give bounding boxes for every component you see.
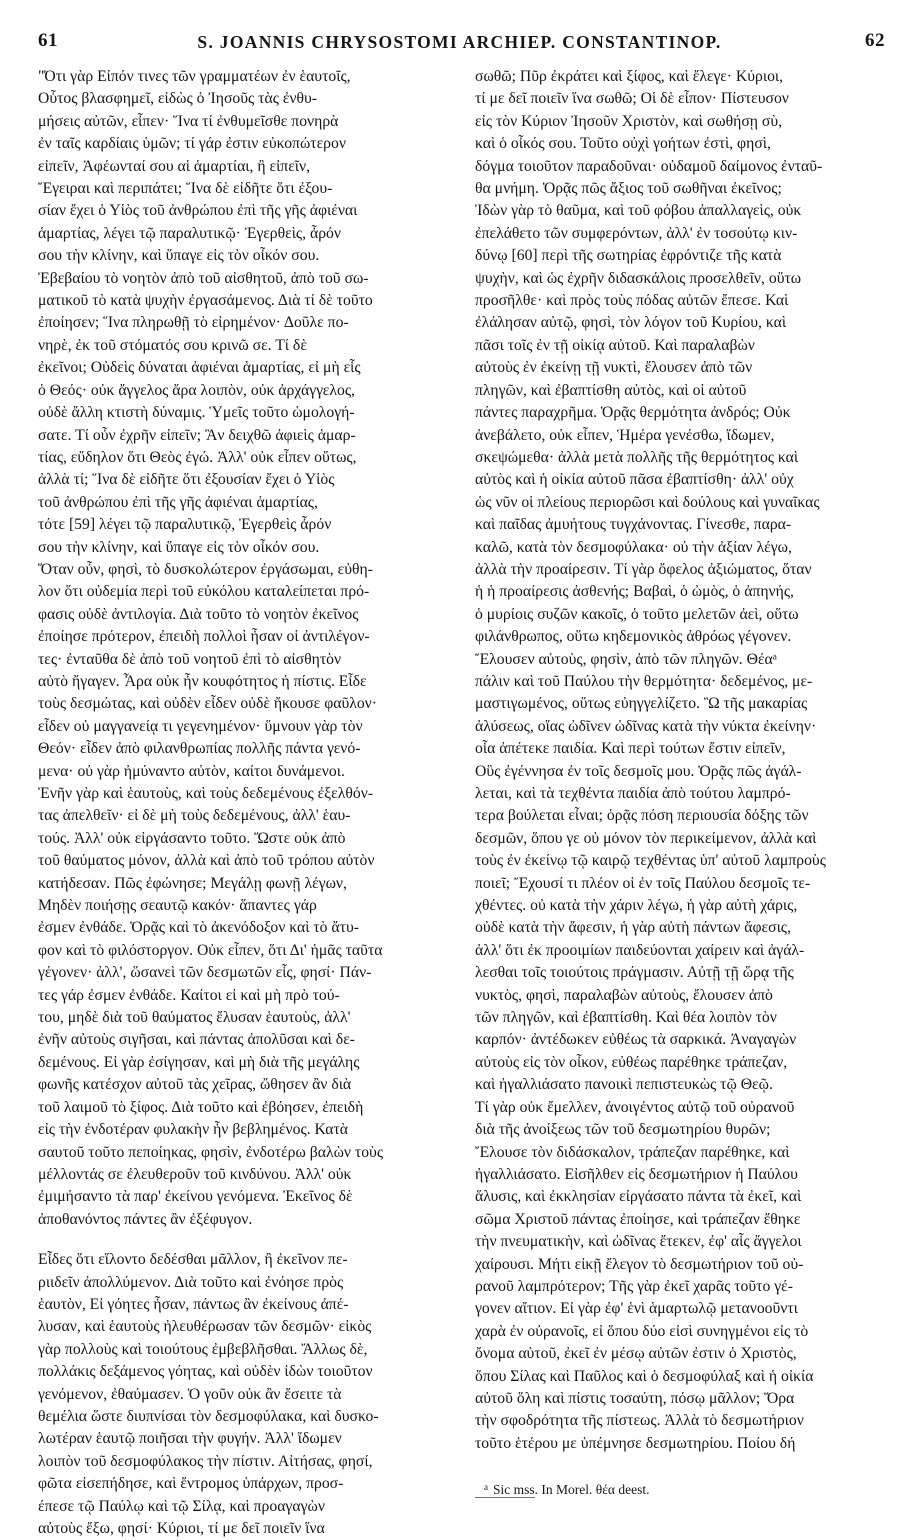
text-line: Ἔγειραι καὶ περιπάτει; Ἵνα δὲ εἰδῆτε ὅτι ἐξου- bbox=[38, 180, 333, 198]
text-line: χθέντες. οὐ κατὰ τὴν χάριν λέγω, ἡ γὰρ αὐτὴ χάρις, bbox=[475, 897, 798, 915]
text-line: καλῶ, κατὰ τὸν δεσμοφύλακα· οὐ τὴν ἀξίαν λέγω, bbox=[475, 538, 792, 556]
text-line: ἀλύσεως, οἵας ὠδῖνεν ὠδῖνας κατὰ τὴν νύκτα ἐκείνην· bbox=[475, 717, 817, 735]
text-line: λωτέραν ἑαυτῷ ποιῆσαι τὴν φυγήν. Ἀλλ' ἴδωμεν bbox=[38, 1430, 342, 1448]
text-line: τούς. Ἀλλ' οὐκ εἰργάσαντο τοῦτο. Ὥστε οὐκ ἀπὸ bbox=[38, 829, 346, 847]
text-line: Ἐνῆν γὰρ καὶ ἑαυτοὺς, καὶ τοὺς δεδεμένους ἐξελθόν- bbox=[38, 785, 374, 802]
text-line: ἅλυσις, καὶ ἐκκλησίαν εἰργάσατο πάντα τὰ ἐκεῖ, καὶ bbox=[475, 1188, 802, 1206]
text-line: τότε [59] λέγει τῷ παραλυτικῷ, Ἐγερθεὶς ἆρόν bbox=[38, 516, 332, 534]
text-line: αὐτὸς καὶ ἡ οἰκία αὐτοῦ πᾶσα ἐβαπτίσθη· ἀλλ' οὐχ bbox=[475, 471, 794, 489]
text-line: ὅπου Σίλας καὶ Παῦλος καὶ ὁ δεσμοφύλαξ καὶ ἡ οἰκία bbox=[475, 1367, 814, 1385]
text-line: ἐποίησε πρότερον, ἐπειδὴ πολλοὶ ἦσαν οἱ ἀντιλέγον- bbox=[38, 628, 370, 646]
text-line: θεμέλια ὥστε διυπνίσαι τὸν δεσμοφύλακα, καὶ δυσκο- bbox=[38, 1407, 379, 1425]
text-line: τὴν σφοδρότητα τῆς πίστεως. Ἀλλὰ τὸ δεσμωτήριον bbox=[475, 1412, 804, 1430]
text-line: ἐποίησεν; Ἵνα πληρωθῇ τὸ εἰρημένον· Δοῦλε πο- bbox=[38, 314, 349, 332]
text-line: Ὅταν οὖν, φησὶ, τὸ δυσκολώτερον ἐργάσωμαι, εὐθη- bbox=[38, 560, 373, 578]
text-line: οὐδὲ ἄλλη κτιστὴ δύναμις. Ὑμεῖς τοῦτο ὡμολογή- bbox=[38, 404, 355, 422]
text-line: ἐνῆν αὐτοὺς σιγῆσαι, καὶ πάντας ἀπολῦσαι καὶ δε- bbox=[38, 1031, 356, 1049]
text-line: ἐμιμήσαντο τὰ παρ' ἐκείνου γενόμενα. Ἐκεῖνος δὲ bbox=[38, 1188, 353, 1206]
right-text-column bbox=[475, 66, 896, 1455]
text-line: ἐν ταῖς καρδίαις ὑμῶν; τί γάρ ἐστιν εὐκοπώτερον bbox=[38, 135, 346, 153]
text-line: νηρὲ, ἐκ τοῦ στόματός σου κρινῶ σε. Τί δὲ bbox=[38, 336, 307, 354]
text-line: καὶ ἠγαλλιάσατο πανοικὶ πεπιστευκὼς τῷ Θεῷ. bbox=[475, 1076, 773, 1094]
text-line: ποιεῖ; Ἔχουσί τι πλέον οἱ ἐν τοῖς Παύλου δεσμοῖς τε- bbox=[475, 874, 811, 892]
footnote-marker: a bbox=[484, 1482, 488, 1492]
text-line: "Ότι γὰρ Εἰπόν τινες τῶν γραμματέων ἐν ἑαυτοῖς, bbox=[38, 68, 351, 85]
footnote-text: Sic mss. In Morel. θέα deest. bbox=[493, 1482, 650, 1497]
text-line: εἶδεν οὐ μαγγανείᾳ τι γεγενημένον· ὕμνουν γὰρ τὸν bbox=[38, 717, 363, 735]
text-line: μέλλοντάς σε ἐλευθεροῦν τοῦ κινδύνου. Ἀλλ' οὐκ bbox=[38, 1165, 352, 1183]
text-line: ὁ μυρίοις συζῶν κακοῖς, ὁ τοῦτο μελετῶν ἀεὶ, οὕτω bbox=[475, 605, 799, 623]
text-line: φῶτα εἰσεπήδησε, καὶ ἔντρομος ὑπάρχων, προσ- bbox=[38, 1475, 344, 1493]
text-line: σίαν ἔχει ὁ Υἱὸς τοῦ ἀνθρώπου ἐπὶ τῆς γῆς ἀφιέναι bbox=[38, 202, 358, 220]
text-line: διὰ τῆς ἀνοίξεως τῶν τοῦ δεσμωτηρίου θυρῶν; bbox=[475, 1121, 771, 1139]
text-line: σαυτοῦ τοῦτο πεποίηκας, φησὶν, ἐνδοτέρω βαλὼν τοὺς bbox=[38, 1143, 384, 1161]
text-line: εἰς τὸν Κύριον Ἰησοῦν Χριστὸν, καὶ σωθήσῃ σὺ, bbox=[475, 112, 783, 130]
text-line: ἐκεῖνοι; Οὐδεὶς δύναται ἀφιέναι ἁμαρτίας, εἰ μὴ εἷς bbox=[38, 359, 361, 377]
text-line: μαστιγωμένος, οὕτως εὐηγγελίζετο. Ὢ τῆς μακαρίας bbox=[475, 695, 808, 713]
text-line: ἀλλὰ τί; Ἵνα δὲ εἰδῆτε ὅτι ἐξουσίαν ἔχει ὁ Υἱὸς bbox=[38, 471, 335, 489]
text-line: αὐτὸ ἤγαγεν. Ἆρα οὐκ ἦν κουφότητος ἡ πίστις. Εἶδε bbox=[38, 672, 367, 690]
text-line: δύνῳ [60] περὶ τῆς σωτηρίας ἐφρόντιζε τῆς κατὰ bbox=[475, 247, 782, 265]
text-line: τερα βούλεται εἶναι; ὁρᾷς πόση περιουσία δόξης τῶν bbox=[475, 807, 809, 825]
text-line: σκεψώμεθα· ἀλλὰ μετὰ πολλῆς τῆς θερμότητος καὶ bbox=[475, 448, 799, 466]
text-line: Ἔλουσε τὸν διδάσκαλον, τράπεζαν παρέθηκε, καὶ bbox=[475, 1143, 790, 1161]
text-line: νυκτὸς, φησὶ, παραλαβὼν αὐτοὺς, ἔλουσεν ἀπὸ bbox=[475, 986, 773, 1004]
text-line: οὐδὲ κατὰ τὴν ἄφεσιν, ἡ γὰρ αὐτὴ πάντων ἄφεσις, bbox=[475, 919, 791, 937]
text-line: γὰρ πολλοὺς καὶ τοιούτους ἐμβεβλῆσθαι. Ἄλλως δὲ, bbox=[38, 1340, 368, 1358]
text-line: τὴν πνευματικὴν, καὶ ὠδῖνας ἔτεκεν, ἐφ' αἷς ἄγγελοι bbox=[475, 1233, 802, 1251]
text-line: φιλάνθρωπος, οὕτω κηδεμονικὸς ἀθρόως γέγονεν. bbox=[475, 628, 792, 646]
text-line: κατήδεσαν. Πῶς ἐφώνησε; Μεγάλῃ φωνῇ λέγων, bbox=[38, 874, 347, 892]
text-line: τοὺς ἐν ἐκείνῳ τῷ καιρῷ τεχθέντας ὑπ' αὐτοῦ λαμπροὺς bbox=[475, 852, 826, 870]
text-line: ἐσμεν ἐνθάδε. Ὁρᾷς καὶ τὸ ἀκενόδοξον καὶ τὸ ἄτυ- bbox=[38, 919, 359, 937]
text-line: καὶ ὁ οἶκός σου. Τοῦτο οὐχὶ γοήτων ἐστὶ, φησὶ, bbox=[475, 135, 771, 153]
text-line: τες· ἐνταῦθα δὲ ἀπὸ τοῦ νοητοῦ ἐπὶ τὸ αἰσθητὸν bbox=[38, 650, 342, 668]
text-line: ἀλλ' ὅτι ἐκ προοιμίων παιδεύονται χαίρειν καὶ ἀγάλ- bbox=[475, 941, 805, 959]
text-line: τες γάρ ἐσμεν ἐνθάδε. Καίτοι εἰ καὶ μὴ πρὸ τού- bbox=[38, 986, 340, 1004]
text-line: εἰς τὴν ἐνδοτέραν φυλακὴν ἦν βεβλημένος. Κατὰ bbox=[38, 1121, 349, 1139]
text-line: μενα· οὐ γὰρ ἠμύναντο αὐτὸν, καίτοι δυνάμενοι. bbox=[38, 762, 345, 780]
text-line: ὁ Θεός· οὐκ ἄγγελος ἄρα λοιπὸν, οὐκ ἀρχάγγελος, bbox=[38, 381, 355, 399]
text-line: τί με δεῖ ποιεῖν ἵνα σωθῶ; Οἱ δὲ εἶπον· Πίστευσον bbox=[475, 90, 789, 108]
page-number-right: 62 bbox=[865, 30, 885, 51]
text-line: Οὗτος βλασφημεῖ, εἰδὼς ὁ Ἰησοῦς τὰς ἐνθυ- bbox=[38, 90, 318, 108]
text-line: πάλιν καὶ τοῦ Παύλου τὴν θερμότητα· δεδεμένος, με- bbox=[475, 672, 813, 690]
text-line: πολλάκις δεξάμενος γόητας, καὶ οὐδὲν ἰδὼν τοιοῦτον bbox=[38, 1363, 373, 1381]
text-line: δεμένους. Εἰ γὰρ ἐσίγησαν, καὶ μὴ διὰ τῆς μεγάλης bbox=[38, 1053, 360, 1071]
text-line: σου τὴν κλίνην, καὶ ὕπαγε εἰς τὸν οἶκόν σου. bbox=[38, 538, 320, 556]
text-line: του, μηδὲ διὰ τοῦ θαύματος ἔλυσαν ἑαυτοὺς, ἀλλ' bbox=[38, 1009, 351, 1027]
text-line: ἠγαλλιάσατο. Εἰσῆλθεν εἰς δεσμωτήριον ἡ Παύλου bbox=[475, 1165, 798, 1183]
text-line: Οὓς ἐγέννησα ἐν τοῖς δεσμοῖς μου. Ὁρᾷς πῶς ἀγάλ- bbox=[475, 762, 802, 780]
text-line: δεσμῶν, ὅπου γε οὐ μόνον τὸν περικείμενον, ἀλλὰ καὶ bbox=[475, 829, 817, 847]
text-line: ἐπελάθετο τῶν συμφερόντων, ἀλλ' ἐν τοσούτῳ κιν- bbox=[475, 224, 798, 242]
text-line: τίας, εὔδηλον ὅτι Θεὸς ἐγώ. Ἀλλ' οὐκ εἶπεν οὕτως, bbox=[38, 448, 357, 466]
text-line: λυσαν, καὶ ἑαυτοὺς ἠλευθέρωσαν τῶν δεσμῶν· εἰκὸς bbox=[38, 1318, 372, 1336]
text-line: γενόμενον, ἐθαύμασεν. Ὁ γοῦν οὐκ ἂν ἔσειτε τὰ bbox=[38, 1385, 342, 1403]
text-line: πάντες παραχρῆμα. Ὁρᾷς θερμότητα ἀνδρός; Οὐκ bbox=[475, 404, 791, 422]
text-line: θα μνήμη. Ὁρᾷς πῶς ἄξιος τοῦ σωθῆναι ἐκεῖνος; bbox=[475, 180, 782, 198]
text-line: Θεόν· εἶδεν ἀπὸ φιλανθρωπίας πολλῆς πάντα γενό- bbox=[38, 740, 361, 758]
text-line: αὐτοὺς ἔξω, φησί· Κύριοι, τί με δεῖ ποιεῖν ἵνα bbox=[38, 1520, 325, 1537]
text-line: τοῦ θαύματος μόνον, ἀλλὰ καὶ ἀπὸ τοῦ τρόπου αὐτὸν bbox=[38, 852, 375, 870]
text-line: Ἰδὼν γὰρ τὸ θαῦμα, καὶ τοῦ φόβου ἀπαλλαγεὶς, οὐκ bbox=[475, 202, 802, 220]
text-line: γονεν αἴτιον. Εἰ γὰρ ἐφ' ἑνὶ ἁμαρτωλῷ μετανοοῦντι bbox=[475, 1300, 798, 1318]
text-line: τῶν πληγῶν, καὶ ἐβαπτίσθη. Καὶ θέα λοιπὸν τὸν bbox=[475, 1009, 777, 1027]
text-line: αὐτοῦ ὅλη καὶ πίστις τοσαύτη, πόσῳ μᾶλλον; Ὅρα bbox=[475, 1389, 795, 1407]
text-line: ρανοῦ λαμπρότερον; Τῆς γὰρ ἐκεῖ χαρᾶς τοῦτο γέ- bbox=[475, 1277, 793, 1295]
text-line: αὐτοὺς εἰς τὸν οἶκον, εὐθέως παρέθηκε τράπεζαν, bbox=[475, 1053, 788, 1071]
text-line: πᾶσι τοῖς ἐν τῇ οἰκίᾳ αὐτοῦ. Καὶ παραλαβὼν bbox=[475, 336, 755, 354]
text-line: σωθῶ; Πῦρ ἐκράτει καὶ ξίφος, καὶ ἔλεγε· Κύριοι, bbox=[475, 68, 784, 85]
text-line: μήσεις αὐτῶν, εἶπεν· Ἵνα τί ἐνθυμεῖσθε πονηρὰ bbox=[38, 112, 339, 130]
text-line: ὡς νῦν οἱ πλείους περιορῶσι καὶ δούλους καὶ γυναῖκας bbox=[475, 493, 820, 511]
text-line: εἰπεῖν, Ἀφέωνταί σου αἱ ἁμαρτίαι, ἢ εἰπεῖν, bbox=[38, 157, 311, 175]
text-line: Ἐβεβαίου τὸ νοητὸν ἀπὸ τοῦ αἰσθητοῦ, ἀπὸ τοῦ σω- bbox=[38, 269, 369, 287]
page-header bbox=[34, 30, 885, 62]
text-line: τοῦ ἀνθρώπου ἐπὶ τῆς γῆς ἀφιέναι ἁμαρτίας, bbox=[38, 493, 318, 511]
text-line: αὐτοὺς ἐν ἐκείνῃ τῇ νυκτὶ, ἔλουσεν ἀπὸ τῶν bbox=[475, 359, 753, 377]
text-line: χαρὰ ἐν οὐρανοῖς, εἰ ὅπου δύο εἰσὶ συνηγμένοι εἰς τὸ bbox=[475, 1322, 809, 1340]
text-line: τοῦτο ἑτέρου με ὑπέμνησε δεσμωτηρίου. Ποίου δή bbox=[475, 1434, 796, 1452]
text-line: Εἶδες ὅτι εἵλοντο δεδέσθαι μᾶλλον, ἢ ἐκεῖνον πε- bbox=[38, 1251, 348, 1269]
text-line: τοὺς δεσμώτας, καὶ οὐδὲν εἶδεν οὐδὲ ἤκουσε φαῦλον· bbox=[38, 695, 377, 713]
text-line: φασις οὐδὲ ἀντιλογία. Διὰ τοῦτο τὸ νοητὸν ἐκεῖνος bbox=[38, 605, 359, 623]
text-line: τας ἀπελθεῖν· εἰ δὲ μὴ τοὺς δεδεμένους, ἀλλ' ἑαυ- bbox=[38, 807, 351, 825]
text-line: ἁμαρτίας, λέγει τῷ παραλυτικῷ· Ἐγερθεὶς, ἆρόν bbox=[38, 224, 341, 242]
text-line: λοιπὸν τοῦ δεσμοφύλακος τὴν πίστιν. Αἰτήσας, φησί, bbox=[38, 1452, 373, 1470]
text-line: φωνῆς κατέσχον αὐτοῦ τὰς χεῖρας, ὤθησεν ἂν διὰ bbox=[38, 1076, 352, 1094]
text-line: σῶμα Χριστοῦ πάντας ἐποίησε, καὶ τράπεζαν ἔθηκε bbox=[475, 1210, 801, 1228]
text-line: πληγῶν, καὶ ἐβαπτίσθη αὐτὸς, καὶ οἱ αὐτοῦ bbox=[475, 381, 747, 399]
text-line: ἀνεβάλετο, οὐκ εἶπεν, Ἡμέρα γενέσθω, ἴδωμεν, bbox=[475, 426, 775, 444]
text-line: καὶ παῖδας ἀμυήτους τυγχάνοντας. Γίνεσθε, παρα- bbox=[475, 516, 792, 534]
text-line: προσῆλθε· καὶ πρὸς τοὺς πόδας αὐτῶν ἔπεσε. Καὶ bbox=[475, 292, 789, 310]
text-line: σου τὴν κλίνην, καὶ ὕπαγε εἰς τὸν οἶκόν σου. bbox=[38, 247, 320, 265]
left-text-column bbox=[38, 66, 459, 1540]
text-line: ψυχὴν, καὶ ὡς ἐχρῆν διδασκάλοις προσελθεῖν, οὕτω bbox=[475, 269, 802, 287]
text-line: Ἔλουσεν αὐτοὺς, φησὶν, ἀπὸ τῶν πληγῶν. Θέαᵃ bbox=[475, 650, 778, 668]
text-line: λεσθαι τοῖς τοιούτοις πράγμασιν. Αὐτῇ τῇ ὥρᾳ τῆς bbox=[475, 964, 794, 982]
text-line: Τί γὰρ οὐκ ἔμελλεν, ἀνοιγέντος αὐτῷ τοῦ οὐρανοῦ bbox=[475, 1098, 795, 1116]
text-line: έπεσε τῷ Παύλῳ καὶ τῷ Σίλᾳ, καὶ προαγαγὼν bbox=[38, 1497, 325, 1515]
text-line: ἐλάλησαν αὐτῷ, φησὶ, τὸν λόγον τοῦ Κυρίου, καὶ bbox=[475, 314, 787, 332]
text-line: ἡ ἡ προαίρεσις ἀσθενής; Βαβαὶ, ὁ ὠμὸς, ὁ ἀπηνής, bbox=[475, 583, 794, 601]
text-line: χαίρουσι. Μήτι εἰκῇ ἔλεγον τὸ δεσμωτήριον τοῦ οὐ- bbox=[475, 1255, 804, 1273]
text-line: ματικοῦ τὸ κατὰ ψυχὴν ἐργασάμενος. Διὰ τί δὲ τοῦτο bbox=[38, 292, 373, 310]
text-line: ριιδεῖν ἀπολλύμενον. Διὰ τοῦτο καὶ ἐνόησε πρὸς bbox=[38, 1273, 344, 1291]
text-line: ὄνομα αὐτοῦ, ἐκεῖ ἐν μέσῳ αὐτῶν ἐστιν ὁ Χριστὸς, bbox=[475, 1345, 797, 1363]
text-line: ἀποθανόντος πάντες ἂν ἐξέφυγον. bbox=[38, 1210, 253, 1228]
text-line: δόγμα τοιοῦτον παραδοῦναι· οὐδαμοῦ δαίμονος ἐνταῦ- bbox=[475, 157, 823, 175]
text-line: σατε. Τί οὖν ἐχρῆν εἰπεῖν; Ἂν δειχθῶ ἀφιεὶς ἁμαρ- bbox=[38, 426, 356, 444]
text-line: γέγονεν· ἀλλ', ὥσανεὶ τῶν δεσμωτῶν εἷς, φησί· Πάν- bbox=[38, 964, 372, 982]
text-line: λεται, καὶ τὰ τεχθέντα παιδία ἀπὸ τούτου λαμπρό- bbox=[475, 785, 791, 802]
text-line: φον καὶ τὸ φιλόστοργον. Οὐκ εἶπεν, ὅτι Δι' ἡμᾶς ταῦτα bbox=[38, 941, 383, 959]
text-line: οἷα ἀπέτεκε παιδία. Καὶ περὶ τούτων ἔστιν εἰπεῖν, bbox=[475, 740, 786, 758]
running-title: S. JOANNIS CHRYSOSTOMI ARCHIEP. CONSTANTINOP. bbox=[197, 32, 722, 52]
text-line: ἀλλὰ τὴν προαίρεσιν. Τί γὰρ ὄφελος ἀξιώματος, ὅταν bbox=[475, 560, 812, 578]
text-line: καρπόν· ἀντέδωκεν εὐθέως τὰ σαρκικά. Ἀναγαγὼν bbox=[475, 1031, 797, 1049]
text-line: ἑαυτὸν, Εἰ γόητες ἦσαν, πάντως ἂν ἐκείνους ἀπέ- bbox=[38, 1295, 349, 1313]
text-line: τοῦ λαιμοῦ τὸ ξίφος. Διὰ τοῦτο καὶ ἐβόησεν, ἐπειδὴ bbox=[38, 1098, 364, 1116]
footnote bbox=[484, 1482, 649, 1498]
text-line: Μηδὲν ποιήσῃς σεαυτῷ κακόν· ἅπαντες γάρ bbox=[38, 897, 317, 915]
text-line: λον ὅτι οὐδεμία περὶ τοῦ εὐκόλου καταλείπεται πρό- bbox=[38, 583, 370, 601]
page-number-left: 61 bbox=[38, 30, 58, 51]
